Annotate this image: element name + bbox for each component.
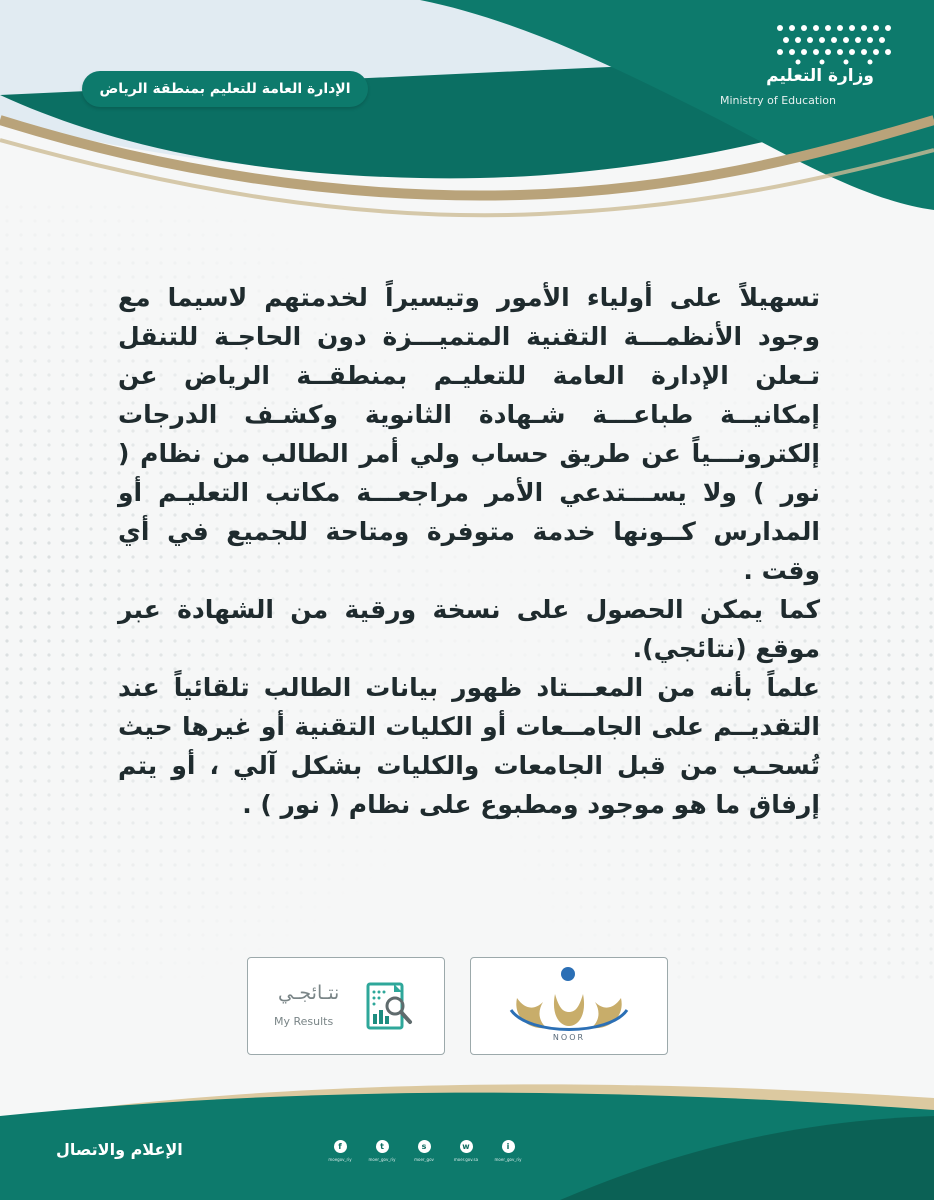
social-facebook[interactable] xyxy=(325,1140,355,1162)
paragraph-note: علماً بأنه من المعـــتاد ظهور بيانات الطالب تلقائياً عند التقديــم على الجامــعات أو الكليات التقنية أو غيرها حيث تُسحـب من قبل الجامعات والكليات بشكل آلي ، أو يتم إرفاق ما هو موجود ومطبوع على نظام ( نور ) . xyxy=(118,673,820,819)
instagram-icon: i xyxy=(502,1140,515,1153)
ministry-name-ar: وزارة التعليم xyxy=(766,66,874,86)
social-instagram[interactable] xyxy=(493,1140,523,1162)
web-icon: w xyxy=(460,1140,473,1153)
footer-department-label: الإعلام والاتصال xyxy=(56,1140,183,1159)
announcement-text xyxy=(118,278,820,824)
twitter-icon: t xyxy=(376,1140,389,1153)
noor-logo-text: NOOR xyxy=(552,1033,586,1042)
social-handle: moer_gov_riy xyxy=(368,1157,396,1162)
results-logo-text-en: My Results xyxy=(274,1015,334,1028)
social-handle: moegov_riy xyxy=(328,1157,352,1162)
ministry-name-en: Ministry of Education xyxy=(719,94,836,107)
social-handle: moer_gov xyxy=(414,1157,434,1162)
noor-logo-box xyxy=(470,957,668,1055)
social-twitter[interactable] xyxy=(367,1140,397,1162)
results-logo-text-ar: نتـائجـي xyxy=(278,982,340,1004)
social-handle: moer_gov_riy xyxy=(494,1157,522,1162)
ministry-dots-icon xyxy=(774,22,894,66)
facebook-icon: f xyxy=(334,1140,347,1153)
noor-logo-icon xyxy=(509,964,629,1038)
social-handle: moer.gov.sa xyxy=(453,1157,479,1162)
document-search-icon xyxy=(364,980,418,1036)
snapchat-icon: s xyxy=(418,1140,431,1153)
social-snapchat[interactable] xyxy=(409,1140,439,1162)
social-web[interactable] xyxy=(451,1140,481,1162)
department-badge: الإدارة العامة للتعليم بمنطقة الرياض xyxy=(82,71,368,107)
paragraph-main: تسهيلاً على أولياء الأمور وتيسيراً لخدمتهم لاسيما مع وجود الأنظمـــة التقنية المتميـــزة دون الحاجـة للتنقل تـعلن الإدارة العامة للتعليـم بمنطقــة الرياض عن إمكانيــة طباعـــة شـهادة الثانوية وكشـف الدرجات إلكترونـــياً عن طريق حساب ولي أمر الطالب من نظام ( نور ) ولا يســـتدعي الأمر مراجعـــة مكاتب التعليـم أو المدارس كــونها خدمة متوفرة ومتاحة للجميع في أي وقت . xyxy=(118,283,820,585)
paragraph-results: كما يمكن الحصول على نسخة ورقية من الشهادة عبر موقع (نتائجي). xyxy=(118,595,820,663)
my-results-logo-box xyxy=(247,957,445,1055)
